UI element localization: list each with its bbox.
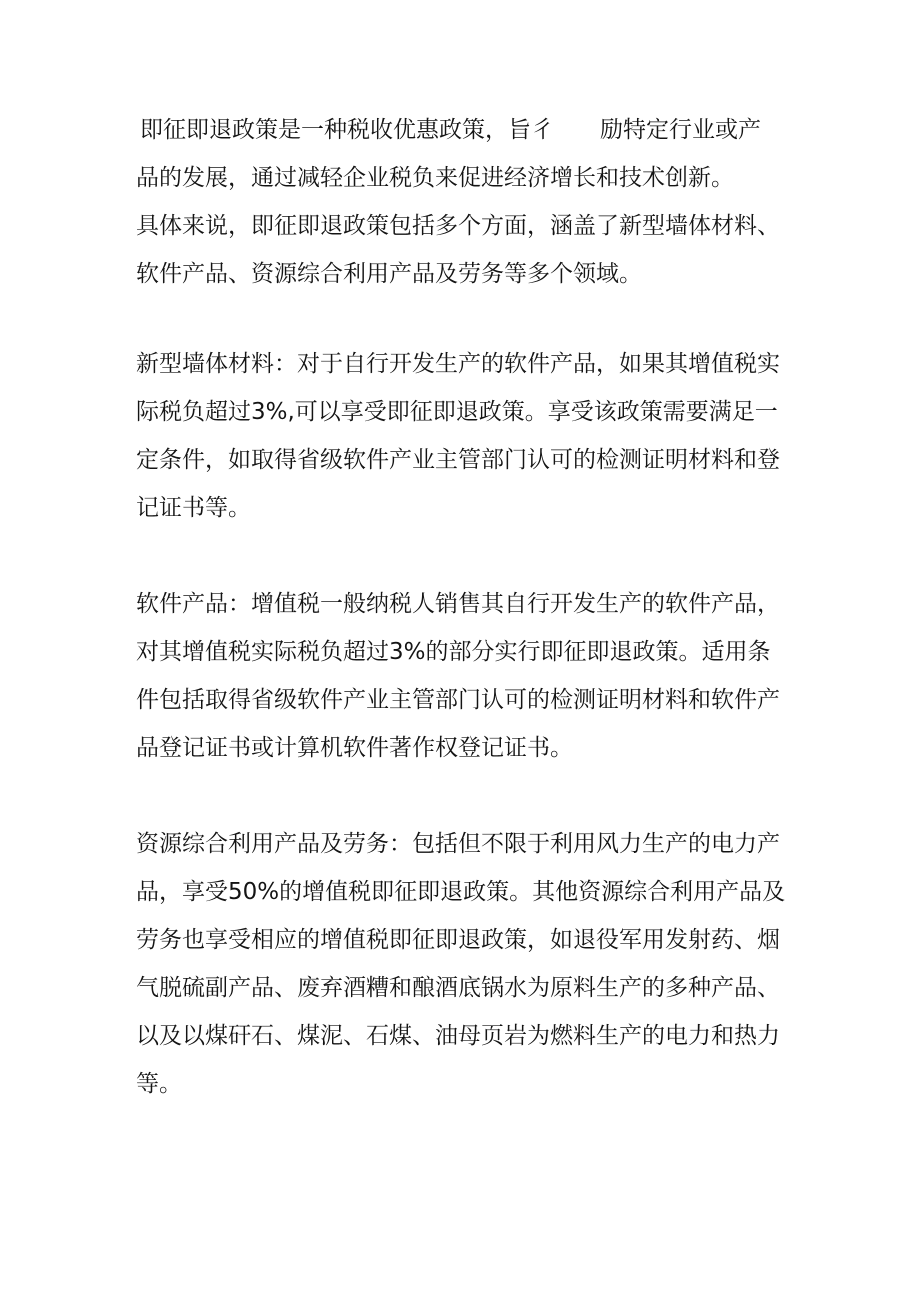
text-line: 即征即退政策是一种税收优惠政策，旨彳 励特定行业或产 bbox=[140, 117, 761, 143]
text-line: 品的发展，通过减轻企业税负来促进经济增长和技术创新。 bbox=[136, 165, 734, 191]
text-line: 定条件，如取得省级软件产业主管部门认可的检测证明材料和登 bbox=[136, 447, 780, 473]
text-line: 具体来说，即征即退政策包括多个方面，涵盖了新型墙体材料、 bbox=[136, 213, 780, 239]
text-line: 软件产品、资源综合利用产品及劳务等多个领域。 bbox=[136, 261, 642, 287]
text-line: 际税负超过3%,可以享受即征即退政策。享受该政策需要满足一 bbox=[136, 399, 778, 425]
paragraph-wall-materials bbox=[136, 340, 796, 532]
paragraph-software-products bbox=[136, 580, 796, 772]
text-line: 等。 bbox=[136, 1071, 182, 1097]
text-line: 气脱硫副产品、废弃酒糟和酿酒底锅水为原料生产的多种产品、 bbox=[136, 975, 780, 1001]
paragraph-intro bbox=[136, 106, 796, 298]
text-line: 件包括取得省级软件产业主管部门认可的检测证明材料和软件产 bbox=[136, 687, 780, 713]
text-line: 对其增值税实际税负超过3%的部分实行即征即退政策。适用条 bbox=[136, 639, 771, 665]
text-line: 劳务也享受相应的增值税即征即退政策，如退役军用发射药、烟 bbox=[136, 927, 780, 953]
text-line: 品登记证书或计算机软件著作权登记证书。 bbox=[136, 735, 573, 761]
text-line: 软件产品：增值税一般纳税人销售其自行开发生产的软件产品， bbox=[136, 591, 780, 617]
paragraph-resource-utilization bbox=[136, 820, 796, 1108]
text-line: 以及以煤矸石、煤泥、石煤、油母页岩为燃料生产的电力和热力 bbox=[136, 1023, 780, 1049]
text-line: 记证书等。 bbox=[136, 495, 251, 521]
text-line: 品，享受50%的增值税即征即退政策。其他资源综合利用产品及 bbox=[136, 879, 786, 905]
text-line: 新型墙体材料：对于自行开发生产的软件产品，如果其增值税实 bbox=[136, 351, 780, 377]
text-line: 资源综合利用产品及劳务：包括但不限于利用风力生产的电力产 bbox=[136, 831, 780, 857]
